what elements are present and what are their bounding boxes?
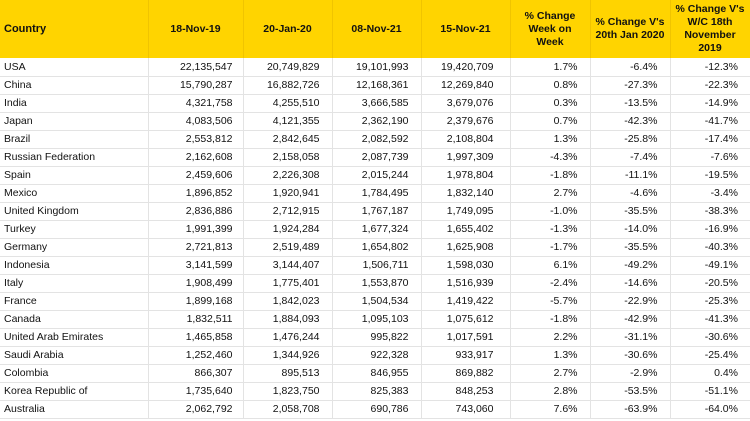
cell-change-vs-jan-2020: -11.1% (590, 166, 670, 184)
cell-18-nov-19: 2,062,792 (148, 400, 243, 418)
cell-20-jan-20: 2,712,915 (243, 202, 332, 220)
cell-08-nov-21: 846,955 (332, 364, 421, 382)
cell-20-jan-20: 1,842,023 (243, 292, 332, 310)
cell-20-jan-20: 16,882,726 (243, 76, 332, 94)
cell-15-nov-21: 1,978,804 (421, 166, 510, 184)
cell-change-wow: 1.7% (510, 58, 590, 76)
table-row (0, 220, 750, 238)
cell-change-wow: 6.1% (510, 256, 590, 274)
cell-change-vs-nov-2019: -41.7% (670, 112, 750, 130)
cell-change-vs-jan-2020: -2.9% (590, 364, 670, 382)
cell-15-nov-21: 1,516,939 (421, 274, 510, 292)
cell-change-vs-jan-2020: -30.6% (590, 346, 670, 364)
cell-country: China (0, 76, 148, 94)
cell-change-wow: -1.3% (510, 220, 590, 238)
cell-change-vs-jan-2020: -25.8% (590, 130, 670, 148)
cell-change-wow: 0.8% (510, 76, 590, 94)
cell-20-jan-20: 1,344,926 (243, 346, 332, 364)
cell-15-nov-21: 848,253 (421, 382, 510, 400)
cell-18-nov-19: 2,836,886 (148, 202, 243, 220)
cell-country: United Kingdom (0, 202, 148, 220)
cell-change-vs-jan-2020: -31.1% (590, 328, 670, 346)
cell-country: Saudi Arabia (0, 346, 148, 364)
cell-18-nov-19: 15,790,287 (148, 76, 243, 94)
cell-country: Japan (0, 112, 148, 130)
cell-change-vs-nov-2019: -64.0% (670, 400, 750, 418)
header-15-nov-21: 15-Nov-21 (421, 0, 510, 58)
table-header (0, 0, 750, 58)
cell-change-wow: -1.0% (510, 202, 590, 220)
table-row (0, 274, 750, 292)
cell-change-wow: 2.7% (510, 184, 590, 202)
cell-change-vs-jan-2020: -22.9% (590, 292, 670, 310)
cell-change-vs-nov-2019: -16.9% (670, 220, 750, 238)
header-20-jan-20: 20-Jan-20 (243, 0, 332, 58)
cell-20-jan-20: 4,121,355 (243, 112, 332, 130)
cell-country: Korea Republic of (0, 382, 148, 400)
cell-18-nov-19: 2,553,812 (148, 130, 243, 148)
cell-18-nov-19: 866,307 (148, 364, 243, 382)
table-row (0, 166, 750, 184)
cell-change-vs-jan-2020: -4.6% (590, 184, 670, 202)
cell-15-nov-21: 933,917 (421, 346, 510, 364)
cell-15-nov-21: 1,419,422 (421, 292, 510, 310)
cell-change-vs-jan-2020: -14.0% (590, 220, 670, 238)
cell-change-vs-jan-2020: -35.5% (590, 202, 670, 220)
cell-20-jan-20: 3,144,407 (243, 256, 332, 274)
cell-15-nov-21: 19,420,709 (421, 58, 510, 76)
cell-change-wow: 2.2% (510, 328, 590, 346)
header-08-nov-21: 08-Nov-21 (332, 0, 421, 58)
table-row (0, 76, 750, 94)
cell-country: Colombia (0, 364, 148, 382)
cell-change-wow: -1.8% (510, 310, 590, 328)
cell-18-nov-19: 2,162,608 (148, 148, 243, 166)
cell-15-nov-21: 1,075,612 (421, 310, 510, 328)
cell-15-nov-21: 1,749,095 (421, 202, 510, 220)
cell-country: Spain (0, 166, 148, 184)
cell-change-vs-nov-2019: -22.3% (670, 76, 750, 94)
cell-08-nov-21: 1,767,187 (332, 202, 421, 220)
table-row (0, 382, 750, 400)
cell-18-nov-19: 1,465,858 (148, 328, 243, 346)
cell-country: Australia (0, 400, 148, 418)
cell-country: Mexico (0, 184, 148, 202)
cell-change-wow: -2.4% (510, 274, 590, 292)
table-row (0, 400, 750, 418)
cell-change-vs-jan-2020: -49.2% (590, 256, 670, 274)
cell-country: Turkey (0, 220, 148, 238)
cell-change-vs-jan-2020: -14.6% (590, 274, 670, 292)
header-country: Country (0, 0, 148, 58)
table-row (0, 346, 750, 364)
cell-change-wow: -1.8% (510, 166, 590, 184)
cell-country: Germany (0, 238, 148, 256)
header-row (0, 0, 750, 58)
header-change-vs-jan-2020: % Change V's 20th Jan 2020 (590, 0, 670, 58)
cell-20-jan-20: 1,476,244 (243, 328, 332, 346)
cell-change-vs-nov-2019: -49.1% (670, 256, 750, 274)
cell-18-nov-19: 1,899,168 (148, 292, 243, 310)
cell-18-nov-19: 2,721,813 (148, 238, 243, 256)
cell-15-nov-21: 1,017,591 (421, 328, 510, 346)
cell-20-jan-20: 2,842,645 (243, 130, 332, 148)
cell-change-vs-nov-2019: -25.3% (670, 292, 750, 310)
cell-08-nov-21: 19,101,993 (332, 58, 421, 76)
table-row (0, 238, 750, 256)
cell-08-nov-21: 1,677,324 (332, 220, 421, 238)
cell-08-nov-21: 1,504,534 (332, 292, 421, 310)
cell-18-nov-19: 1,832,511 (148, 310, 243, 328)
cell-08-nov-21: 2,082,592 (332, 130, 421, 148)
cell-change-wow: 7.6% (510, 400, 590, 418)
cell-18-nov-19: 1,908,499 (148, 274, 243, 292)
cell-change-vs-jan-2020: -53.5% (590, 382, 670, 400)
cell-18-nov-19: 1,735,640 (148, 382, 243, 400)
table-row (0, 148, 750, 166)
cell-change-vs-nov-2019: -40.3% (670, 238, 750, 256)
cell-20-jan-20: 2,058,708 (243, 400, 332, 418)
cell-08-nov-21: 2,087,739 (332, 148, 421, 166)
cell-change-vs-jan-2020: -35.5% (590, 238, 670, 256)
cell-20-jan-20: 4,255,510 (243, 94, 332, 112)
cell-country: Brazil (0, 130, 148, 148)
cell-change-wow: -5.7% (510, 292, 590, 310)
cell-18-nov-19: 22,135,547 (148, 58, 243, 76)
cell-15-nov-21: 12,269,840 (421, 76, 510, 94)
cell-15-nov-21: 1,655,402 (421, 220, 510, 238)
cell-20-jan-20: 2,226,308 (243, 166, 332, 184)
cell-18-nov-19: 3,141,599 (148, 256, 243, 274)
cell-change-vs-nov-2019: -20.5% (670, 274, 750, 292)
cell-change-wow: 2.8% (510, 382, 590, 400)
cell-18-nov-19: 1,896,852 (148, 184, 243, 202)
cell-08-nov-21: 1,784,495 (332, 184, 421, 202)
cell-15-nov-21: 1,997,309 (421, 148, 510, 166)
cell-08-nov-21: 995,822 (332, 328, 421, 346)
cell-country: United Arab Emirates (0, 328, 148, 346)
cell-15-nov-21: 1,832,140 (421, 184, 510, 202)
cell-change-vs-nov-2019: -12.3% (670, 58, 750, 76)
cell-15-nov-21: 869,882 (421, 364, 510, 382)
cell-18-nov-19: 4,083,506 (148, 112, 243, 130)
cell-change-wow: -1.7% (510, 238, 590, 256)
cell-change-vs-nov-2019: -14.9% (670, 94, 750, 112)
cell-15-nov-21: 1,598,030 (421, 256, 510, 274)
cell-18-nov-19: 1,252,460 (148, 346, 243, 364)
cell-18-nov-19: 4,321,758 (148, 94, 243, 112)
cell-country: Canada (0, 310, 148, 328)
cell-change-wow: 1.3% (510, 130, 590, 148)
table-row (0, 58, 750, 76)
cell-15-nov-21: 1,625,908 (421, 238, 510, 256)
table-row (0, 364, 750, 382)
cell-15-nov-21: 743,060 (421, 400, 510, 418)
header-change-week-on-week: % Change Week on Week (510, 0, 590, 58)
cell-18-nov-19: 1,991,399 (148, 220, 243, 238)
header-18-nov-19: 18-Nov-19 (148, 0, 243, 58)
cell-15-nov-21: 3,679,076 (421, 94, 510, 112)
table-row (0, 202, 750, 220)
cell-08-nov-21: 2,015,244 (332, 166, 421, 184)
cell-country: India (0, 94, 148, 112)
cell-15-nov-21: 2,379,676 (421, 112, 510, 130)
cell-08-nov-21: 922,328 (332, 346, 421, 364)
cell-15-nov-21: 2,108,804 (421, 130, 510, 148)
cell-change-wow: 1.3% (510, 346, 590, 364)
cell-change-vs-nov-2019: 0.4% (670, 364, 750, 382)
cell-change-vs-jan-2020: -13.5% (590, 94, 670, 112)
cell-change-vs-jan-2020: -6.4% (590, 58, 670, 76)
cell-change-vs-nov-2019: -25.4% (670, 346, 750, 364)
cell-18-nov-19: 2,459,606 (148, 166, 243, 184)
cell-08-nov-21: 1,095,103 (332, 310, 421, 328)
cell-change-vs-nov-2019: -3.4% (670, 184, 750, 202)
cell-20-jan-20: 1,823,750 (243, 382, 332, 400)
cell-change-vs-nov-2019: -41.3% (670, 310, 750, 328)
cell-change-vs-jan-2020: -7.4% (590, 148, 670, 166)
cell-08-nov-21: 3,666,585 (332, 94, 421, 112)
cell-08-nov-21: 1,506,711 (332, 256, 421, 274)
cell-change-vs-nov-2019: -19.5% (670, 166, 750, 184)
cell-change-vs-jan-2020: -42.3% (590, 112, 670, 130)
cell-change-wow: 2.7% (510, 364, 590, 382)
cell-change-vs-jan-2020: -63.9% (590, 400, 670, 418)
table-row (0, 292, 750, 310)
cell-change-vs-nov-2019: -38.3% (670, 202, 750, 220)
cell-20-jan-20: 1,775,401 (243, 274, 332, 292)
cell-change-wow: 0.7% (510, 112, 590, 130)
cell-change-wow: 0.3% (510, 94, 590, 112)
cell-20-jan-20: 1,884,093 (243, 310, 332, 328)
header-change-vs-nov-2019: % Change V's W/C 18th November 2019 (670, 0, 750, 58)
cell-08-nov-21: 1,654,802 (332, 238, 421, 256)
cell-08-nov-21: 1,553,870 (332, 274, 421, 292)
table-row (0, 328, 750, 346)
cell-change-vs-nov-2019: -30.6% (670, 328, 750, 346)
cell-country: Italy (0, 274, 148, 292)
table-row (0, 256, 750, 274)
cell-change-wow: -4.3% (510, 148, 590, 166)
cell-country: Russian Federation (0, 148, 148, 166)
cell-08-nov-21: 825,383 (332, 382, 421, 400)
cell-08-nov-21: 2,362,190 (332, 112, 421, 130)
cell-20-jan-20: 2,158,058 (243, 148, 332, 166)
cell-country: USA (0, 58, 148, 76)
cell-20-jan-20: 2,519,489 (243, 238, 332, 256)
cell-change-vs-nov-2019: -7.6% (670, 148, 750, 166)
cell-20-jan-20: 895,513 (243, 364, 332, 382)
table-row (0, 94, 750, 112)
cell-20-jan-20: 1,920,941 (243, 184, 332, 202)
table-row (0, 184, 750, 202)
table-row (0, 112, 750, 130)
cell-change-vs-jan-2020: -42.9% (590, 310, 670, 328)
cell-country: France (0, 292, 148, 310)
cell-change-vs-jan-2020: -27.3% (590, 76, 670, 94)
table-row (0, 310, 750, 328)
cell-08-nov-21: 12,168,361 (332, 76, 421, 94)
table-row (0, 130, 750, 148)
cell-08-nov-21: 690,786 (332, 400, 421, 418)
cell-change-vs-nov-2019: -51.1% (670, 382, 750, 400)
cell-country: Indonesia (0, 256, 148, 274)
cell-20-jan-20: 20,749,829 (243, 58, 332, 76)
cell-change-vs-nov-2019: -17.4% (670, 130, 750, 148)
cell-20-jan-20: 1,924,284 (243, 220, 332, 238)
table-body (0, 58, 750, 418)
